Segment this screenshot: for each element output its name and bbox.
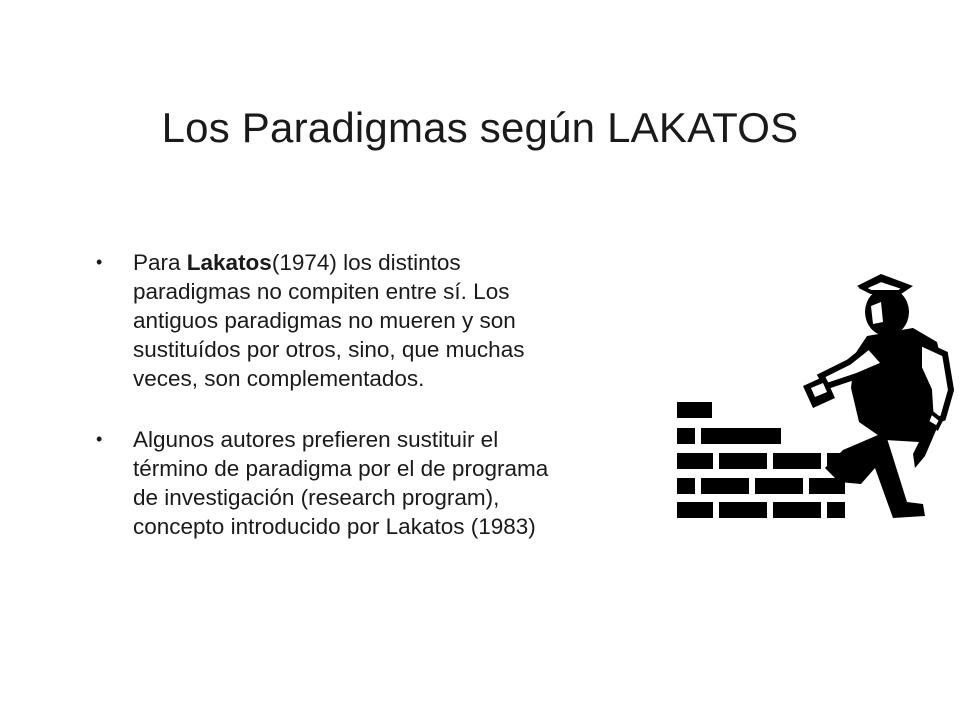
- bullet-marker: •: [96, 252, 103, 272]
- bullet-line: término de paradigma por el de programa: [133, 456, 549, 481]
- bullet-line: sustituídos por otros, sino, que muchas: [133, 337, 525, 362]
- bullet-text: [133, 248, 693, 393]
- bullet-text: [133, 425, 693, 541]
- bullet-item-2: [96, 425, 696, 541]
- brick-wall: [677, 402, 845, 518]
- bullet-line: paradigmas no compiten entre sí. Los: [133, 279, 510, 304]
- bullet-item-1: [96, 248, 696, 393]
- bullet-line: concepto introducido por Lakatos (1983): [133, 514, 536, 539]
- bricklayer-icon: [675, 272, 960, 524]
- bullet-list: [96, 248, 696, 573]
- bullet-line: de investigación (research program),: [133, 485, 500, 510]
- bold-name: Lakatos: [186, 250, 272, 275]
- text-run: (1974) los distintos: [271, 250, 461, 275]
- worker-head: [865, 288, 909, 336]
- bullet-line: antiguos paradigmas no mueren y son: [133, 308, 516, 333]
- bullet-marker: •: [96, 429, 103, 449]
- bullet-line: veces, son complementados.: [133, 366, 425, 391]
- bullet-line: Algunos autores prefieren sustituir el: [133, 427, 499, 452]
- bullet-line: [133, 248, 693, 277]
- worker-face: [871, 302, 883, 324]
- text-run: Para: [133, 250, 187, 275]
- slide-title: Los Paradigmas según LAKATOS: [161, 104, 799, 151]
